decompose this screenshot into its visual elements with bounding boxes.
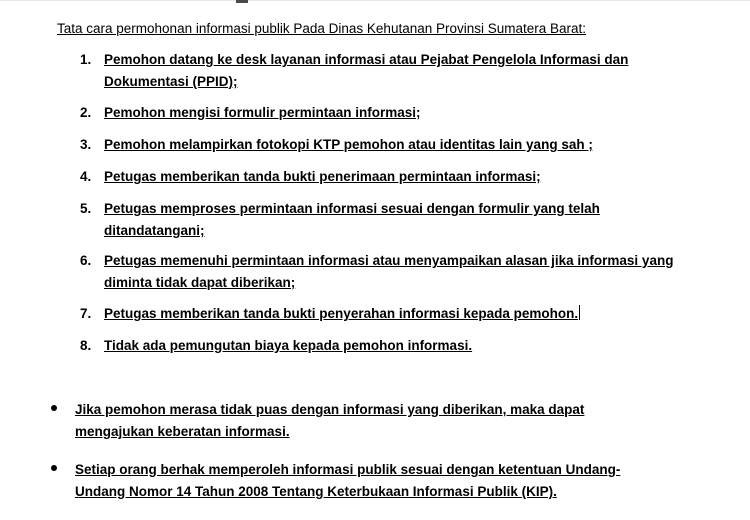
- list-number: 8.: [80, 338, 92, 353]
- text-cursor: [579, 305, 580, 320]
- list-item-text: Petugas memberikan tanda bukti penerimaan permintaan informasi;: [104, 169, 541, 184]
- list-number: 2.: [80, 105, 92, 120]
- bullet-item-text: Jika pemohon merasa tidak puas dengan informasi yang diberikan, maka dapat mengajukan keberatan informasi.: [75, 402, 585, 439]
- list-number: 1.: [80, 52, 92, 67]
- list-item-text: Pemohon mengisi formulir permintaan informasi;: [104, 105, 421, 120]
- list-item-text-content: Petugas memberikan tanda bukti penyerahan informasi kepada pemohon.: [104, 306, 579, 321]
- list-number: 3.: [80, 137, 92, 152]
- list-item-text: Pemohon melampirkan fotokopi KTP pemohon atau identitas lain yang sah ;: [104, 137, 593, 152]
- list-item-text: Pemohon datang ke desk layanan informasi atau Pejabat Pengelola Informasi dan Dokumentasi (PPID);: [104, 52, 629, 89]
- bullet-icon: [51, 465, 57, 471]
- list-number: 6.: [80, 253, 92, 268]
- bullet-icon: [51, 405, 57, 411]
- bullet-item-text: Setiap orang berhak memperoleh informasi publik sesuai dengan ketentuan Undang-Undang Nomor 14 Tahun 2008 Tentang Keterbukaan Informasi Publik (KIP).: [75, 462, 621, 499]
- document-heading: Tata cara permohonan informasi publik Pada Dinas Kehutanan Provinsi Sumatera Barat:: [57, 21, 587, 36]
- list-number: 4.: [80, 169, 92, 184]
- list-number: 5.: [80, 201, 92, 216]
- list-number: 7.: [80, 306, 92, 321]
- list-item-text: [104, 303, 674, 325]
- list-item-text: Petugas memenuhi permintaan informasi atau menyampaikan alasan jika informasi yang diminta tidak dapat diberikan;: [104, 253, 674, 290]
- list-item-text: Tidak ada pemungutan biaya kepada pemohon informasi.: [104, 338, 473, 353]
- list-item-text: Petugas memproses permintaan informasi sesuai dengan formulir yang telah ditandatangani;: [104, 201, 600, 238]
